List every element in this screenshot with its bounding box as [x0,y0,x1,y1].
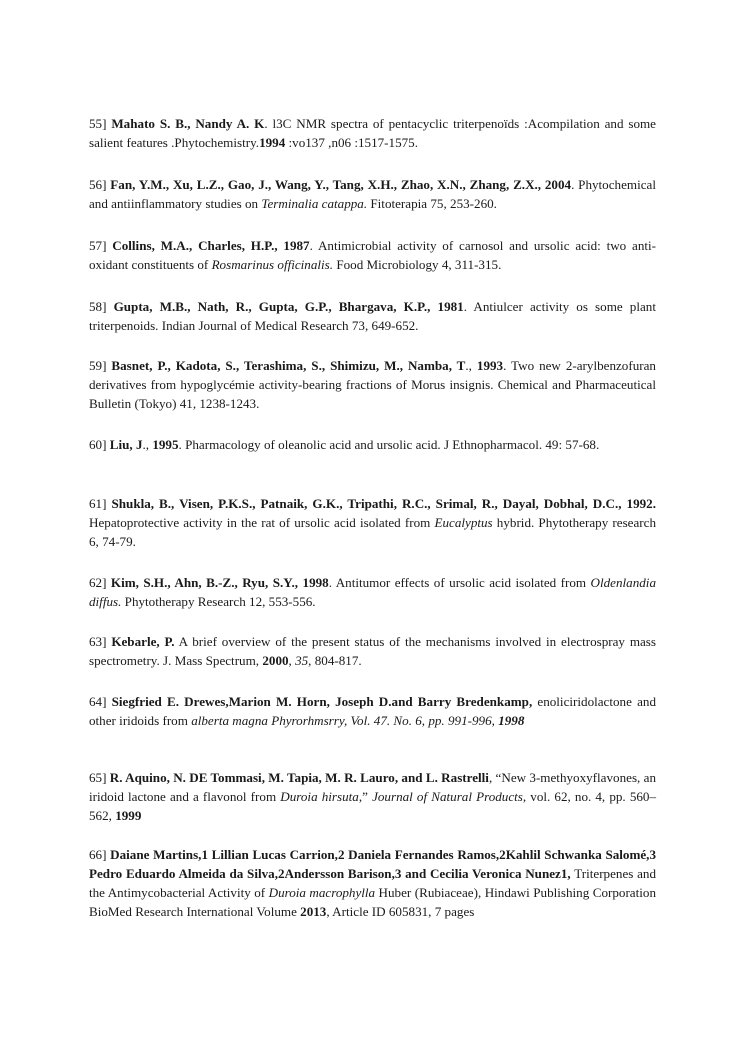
ref-text: Huber (Rubiaceae), Hindawi Publishing Corporation BioMed Research International Volume [89,885,656,919]
ref-journal: Journal of Natural Products [372,789,523,804]
ref-number: 65] [89,770,107,785]
ref-text: Triterpenes and the Antimycobacterial Activity of [89,866,657,900]
reference-60 [89,435,656,454]
reference-59 [89,356,656,413]
ref-text: ,” [358,789,373,804]
ref-text: . Antimicrobial activity of carnosol and ursolic acid: two anti-oxidant constituents of [89,238,657,272]
ref-year: 1993 [476,358,504,373]
ref-text: ., [142,437,153,452]
ref-text: , “New 3-methyoxyflavones, an iridoid lactone and a flavonol from [89,770,656,804]
ref-text: . Two new 2-arylbenzofuran derivatives from hypoglycémie activity-bearing fractions of Morus insignis. Chemical and Pharmaceutical Bulletin (Tokyo) 41, 1238-1243. [89,358,656,411]
ref-number: 55] [89,116,107,131]
ref-text: , Article ID 605831, 7 pages [326,904,475,919]
ref-number: 59] [89,358,107,373]
ref-number: 63] [89,634,107,649]
ref-volume: 35 [295,653,309,668]
ref-species: Eucalyptus [434,515,493,530]
ref-text: . Antitumor effects of ursolic acid isolated from [328,575,591,590]
ref-text: , 804-817. [308,653,362,668]
ref-authors: Liu, J [109,437,143,452]
ref-authors: Collins, M.A., Charles, H.P., 1987 [112,238,310,253]
ref-species: Oldenlandia diffus. [89,575,656,609]
ref-text: . Antiulcer activity os some plant triterpenoids. Indian Journal of Medical Research 73, 649-652. [89,299,656,333]
ref-authors: Shukla, B., Visen, P.K.S., Patnaik, G.K., Tripathi, R.C., Srimal, R., Dayal, Dobhal, D.C., 1992. [111,496,656,511]
ref-authors: Fan, Y.M., Xu, L.Z., Gao, J., Wang, Y., Tang, X.H., Zhao, X.N., Zhang, Z.X., 2004 [110,177,572,192]
reference-66 [89,845,656,921]
ref-year: 1995 [152,437,179,452]
ref-year: 2000 [262,653,289,668]
ref-text: , [288,653,296,668]
reference-64 [89,692,656,730]
ref-text: A brief overview of the present status of the mechanisms involved in electrospray mass spectrometry. J. Mass Spectrum, [89,634,657,668]
ref-species: Terminalia catappa. [261,196,368,211]
ref-text: Phytotherapy Research 12, 553-556. [121,594,316,609]
ref-authors: Daiane Martins,1 Lillian Lucas Carrion,2 Daniela Fernandes Ramos,2Kahlil Schwanka Salomé,3 Pedro Eduardo Almeida da Silva,2Andersson Barison,3 and Cecilia Veronica Nunez1, [89,847,656,881]
ref-text: enoliciridolactone and other iridoids from [89,694,656,728]
ref-text: Food Microbiology 4, 311-315. [333,257,502,272]
reference-61 [89,494,656,551]
ref-number: 64] [89,694,107,709]
reference-63 [89,632,656,670]
ref-text: Fitoterapia 75, 253-260. [367,196,497,211]
ref-number: 61] [89,496,107,511]
ref-text: hybrid. Phytotherapy research 6, 74-79. [89,515,657,549]
ref-text: :vo137 ,n06 :1517-1575. [285,135,419,150]
ref-text: Hepatoprotective activity in the rat of ursolic acid isolated from [89,515,435,530]
ref-text: , vol. 62, no. 4, pp. 560–562, [89,789,657,823]
reference-55 [89,114,656,152]
ref-text: . Pharmacology of oleanolic acid and ursolic acid. J Ethnopharmacol. 49: 57-68. [178,437,600,452]
ref-species: Rosmarinus officinalis. [211,257,334,272]
ref-number: 56] [89,177,107,192]
ref-number: 58] [89,299,107,314]
ref-year: 1999 [115,808,142,823]
ref-species: Duroia macrophylla [268,885,376,900]
reference-56 [89,175,656,213]
ref-number: 60] [89,437,107,452]
reference-58 [89,297,656,335]
ref-text: . l3C NMR spectra of pentacyclic triterpenoïds :Acompilation and some salient features .Phytochemistry. [89,116,656,150]
ref-authors: Mahato S. B., Nandy A. K [111,116,265,131]
ref-number: 62] [89,575,107,590]
ref-authors: Basnet, P., Kadota, S., Terashima, S., Shimizu, M., Namba, T [111,358,466,373]
ref-authors: Kim, S.H., Ahn, B.-Z., Ryu, S.Y., 1998 [110,575,329,590]
ref-year: 2013 [300,904,327,919]
ref-number: 57] [89,238,107,253]
ref-authors: Gupta, M.B., Nath, R., Gupta, G.P., Bhargava, K.P., 1981 [113,299,464,314]
ref-text: ., [465,358,477,373]
reference-65 [89,768,656,825]
ref-year: 1998 [498,713,525,728]
ref-authors: Kebarle, P. [111,634,175,649]
ref-journal: alberta magna Phyrorhmsrry, Vol. 47. No. 6, pp. 991-996, [191,713,499,728]
ref-year: 1994 [259,135,286,150]
reference-62 [89,573,656,611]
ref-number: 66] [89,847,107,862]
reference-57 [89,236,656,274]
ref-species: Duroia hirsuta [280,789,359,804]
ref-authors: R. Aquino, N. DE Tommasi, M. Tapia, M. R. Lauro, and L. Rastrelli [109,770,489,785]
ref-text: . Phytochemical and antiinflammatory studies on [89,177,656,211]
ref-authors: Siegfried E. Drewes,Marion M. Horn, Joseph D.and Barry Bredenkamp, [111,694,533,709]
